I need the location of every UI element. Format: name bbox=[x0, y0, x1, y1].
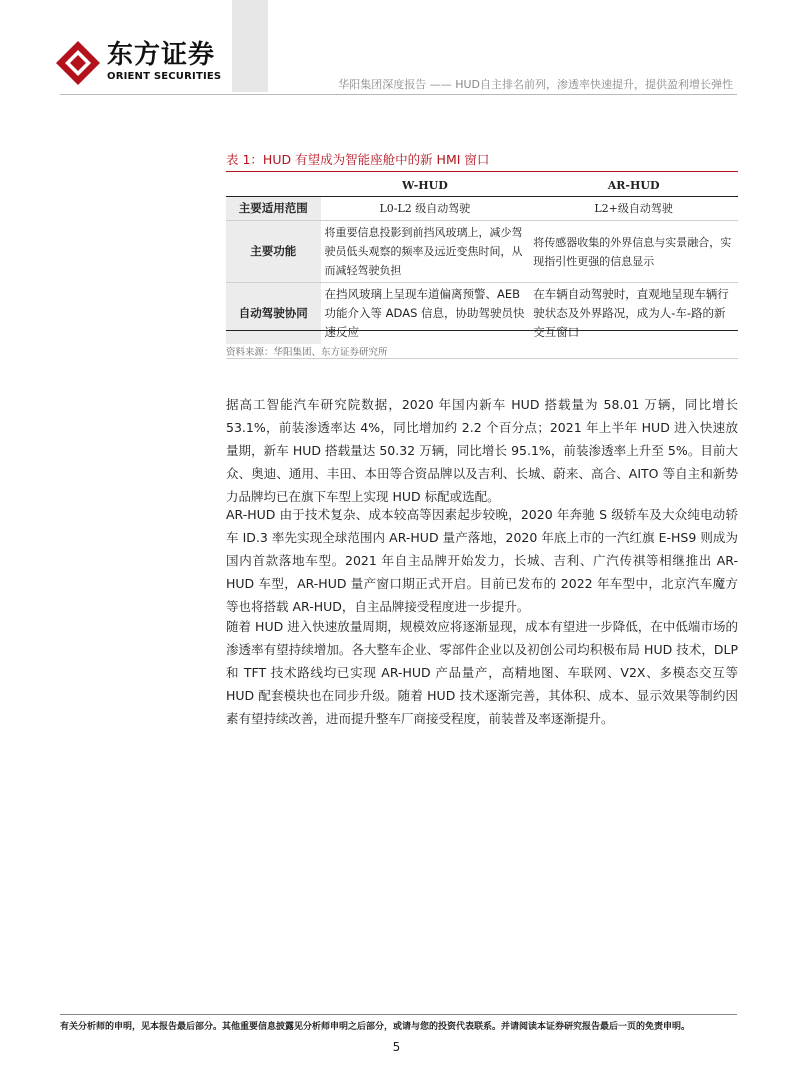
table-caption: 表 1：HUD 有望成为智能座舱中的新 HMI 窗口 bbox=[226, 152, 490, 167]
cell-w-hud: 在挡风玻璃上呈现车道偏离预警、AEB功能介入等 ADAS 信息，协助驾驶员快速反应 bbox=[324, 287, 525, 339]
row-label: 主要功能 bbox=[226, 221, 321, 283]
footer-divider bbox=[60, 1014, 737, 1015]
page-number: 5 bbox=[392, 1040, 401, 1054]
body-paragraph: AR-HUD 由于技术复杂、成本较高等因素起步较晚，2020 年奔驰 S 级轿车及大众纯电动轿车 ID.3 率先实现全球范围内 AR-HUD 量产落地，2020 年底上市的一汽红旗 E-HS9 则成为国内首款落地车型。2021 年自主品牌开始发力，长城、吉利、广汽传祺等相继推出 AR-HUD 车型，AR-HUD 量产窗口期正式开启。目前已发布的 2022 年车型中，北京汽车魔方等也将搭载 AR-HUD，自主品牌接受程度进一步提升。 bbox=[226, 507, 738, 614]
table-row bbox=[226, 221, 738, 283]
logo-text-cn: 东方证券 bbox=[107, 40, 216, 70]
cell-ar-hud: L2+级自动驾驶 bbox=[529, 197, 738, 221]
footer-disclaimer: 有关分析师的申明，见本报告最后部分。其他重要信息披露见分析师申明之后部分，或请与您的投资代表联系。并请阅读本证券研究报告最后一页的免责申明。 bbox=[60, 1022, 691, 1032]
source-rule bbox=[226, 358, 738, 359]
header-divider bbox=[60, 94, 737, 95]
table-row bbox=[226, 283, 738, 345]
table-source: 资料来源：华阳集团、东方证券研究所 bbox=[226, 347, 388, 358]
body-paragraph: 据高工智能汽车研究院数据，2020 年国内新车 HUD 搭载量为 58.01 万辆，同比增长 53.1%，前装渗透率达 4%，同比增加约 2.2 个百分点；2021 年上半年 HUD 进入快速放量期，新车 HUD 搭载量达 50.32 万辆，同比增长 95.1%，前装渗透率上升至 5%。目前大众、奥迪、通用、丰田、本田等合资品牌以及吉利、长城、蔚来、高合、AITO 等自主和新势力品牌均已在旗下车型上实现 HUD 标配或选配。 bbox=[226, 397, 738, 504]
body-paragraph: 随着 HUD 进入快速放量周期，规模效应将逐渐显现，成本有望进一步降低，在中低端市场的渗透率有望持续增加。各大整车企业、零部件企业以及初创公司均积极布局 HUD 技术，DLP 和 TFT 技术路线均已实现 AR-HUD 产品量产，高精地图、车联网、V2X、多模态交互等 HUD 配套模块也在同步升级。随着 HUD 技术逐渐完善，其体积、成本、显示效果等制约因素有望持续改善，进而提升整车厂商接受程度，前装普及率逐渐提升。 bbox=[226, 619, 738, 726]
logo-mark-icon bbox=[55, 40, 101, 86]
hud-comparison-table bbox=[226, 174, 738, 344]
caption-rule bbox=[226, 171, 738, 172]
logo-text-en: ORIENT SECURITIES bbox=[107, 71, 222, 82]
row-label: 主要适用范围 bbox=[226, 197, 321, 221]
report-subtitle: 华阳集团深度报告 —— HUD自主排名前列，渗透率快速提升，提供盈利增长弹性 bbox=[338, 78, 733, 91]
cell-w-hud: 将重要信息投影到前挡风玻璃上，减少驾驶员低头观察的频率及远近变焦时间，从而减轻驾驶负担 bbox=[321, 221, 530, 283]
row-label: 自动驾驶协同 bbox=[226, 283, 321, 345]
cell-ar-hud: 将传感器收集的外界信息与实景融合，实现指引性更强的信息显示 bbox=[529, 221, 738, 283]
table-header-w-hud: W-HUD bbox=[321, 174, 530, 197]
table-header-empty bbox=[226, 174, 321, 197]
table-row bbox=[226, 197, 738, 221]
cell-ar-hud: 在车辆自动驾驶时，直观地呈现车辆行驶状态及外界路况，成为人-车-路的新交互窗口 bbox=[533, 287, 729, 339]
table-bottom-rule bbox=[226, 330, 738, 331]
cell-w-hud: L0-L2 级自动驾驶 bbox=[321, 197, 530, 221]
table-header-ar-hud: AR-HUD bbox=[529, 174, 738, 197]
company-logo bbox=[55, 40, 255, 90]
